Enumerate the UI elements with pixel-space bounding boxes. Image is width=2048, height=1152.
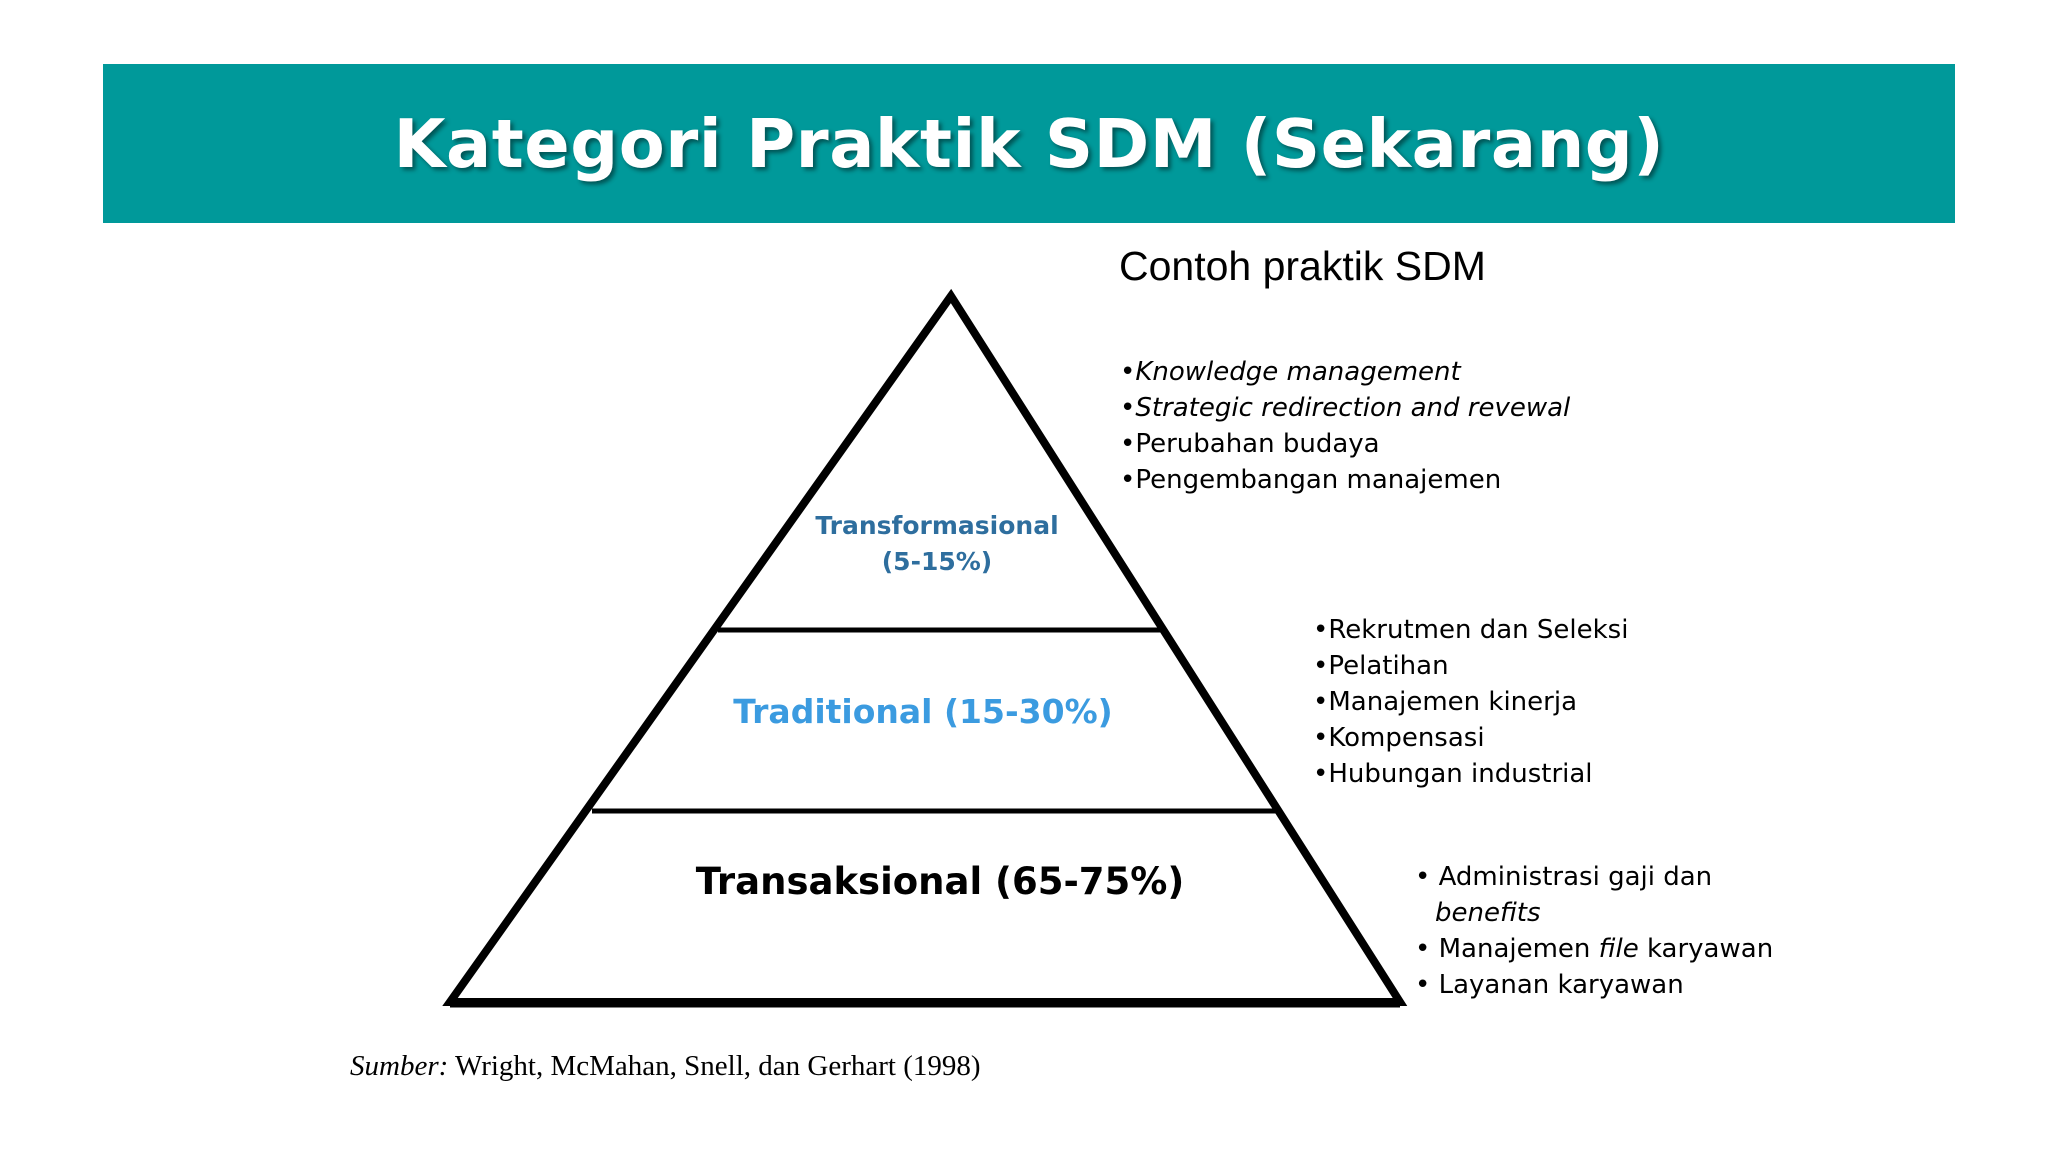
source-citation (350, 1050, 981, 1083)
list-item: •Knowledge management (1120, 357, 1461, 387)
transactional-examples-list (1415, 859, 1773, 1003)
examples-heading: Contoh praktik SDM (1119, 243, 1486, 289)
source-text: Wright, McMahan, Snell, dan Gerhart (1998) (448, 1050, 981, 1082)
tier-transformational-range: (5-15%) (881, 547, 993, 576)
slide-title: Kategori Praktik SDM (Sekarang) (393, 104, 1665, 183)
list-item: •Kompensasi (1313, 723, 1485, 753)
list-item-continuation: benefits (1435, 898, 1541, 928)
transformational-examples-list (1120, 354, 1570, 498)
tier-transformational (815, 508, 1058, 580)
traditional-examples-list (1313, 612, 1628, 792)
list-item: •Pengembangan manajemen (1120, 465, 1502, 495)
list-item: • Layanan karyawan (1415, 970, 1684, 1000)
list-item: •Rekrutmen dan Seleksi (1313, 615, 1629, 645)
list-item: •Strategic redirection and revewal (1120, 393, 1571, 423)
list-item: •Manajemen kinerja (1313, 687, 1578, 717)
list-item: • Manajemen file karyawan (1415, 934, 1774, 964)
tier-transformational-name: Transformasional (815, 511, 1059, 540)
list-item: •Pelatihan (1313, 651, 1449, 681)
source-label: Sumber: (350, 1050, 449, 1082)
list-item: •Hubungan industrial (1313, 759, 1593, 789)
tier-transactional: Transaksional (65-75%) (695, 860, 1185, 903)
list-item: •Perubahan budaya (1120, 429, 1380, 459)
tier-traditional: Traditional (15-30%) (733, 692, 1113, 731)
list-item: • Administrasi gaji dan (1415, 862, 1713, 892)
